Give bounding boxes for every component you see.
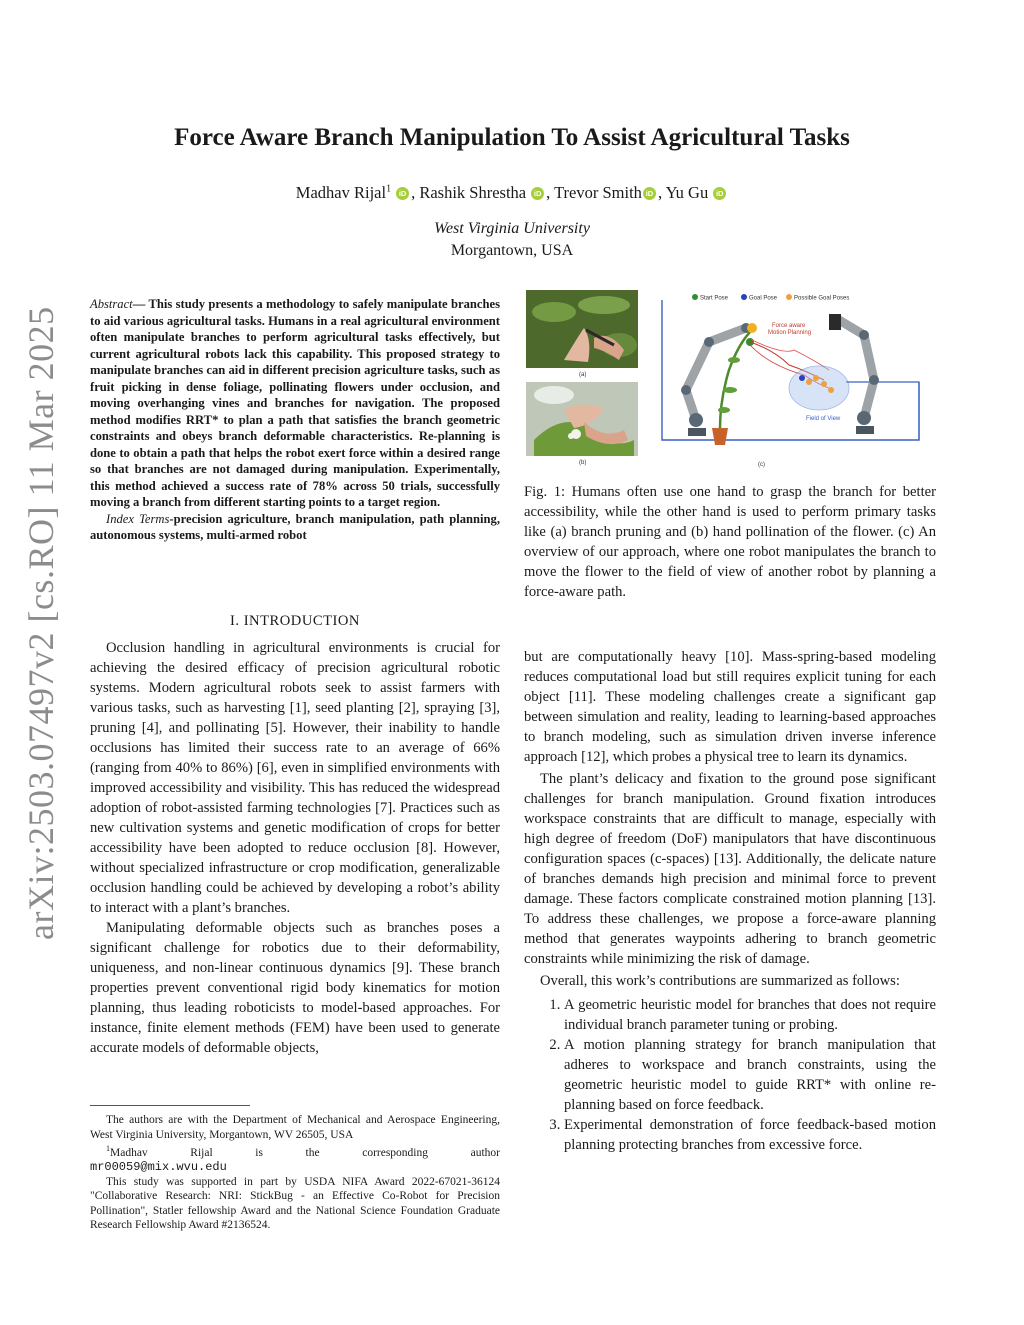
paragraph: Manipulating deformable objects such as branches poses a significant challenge for robotics due to their deformability, uniqueness, and non-linear continuous dynamics [9]. These branch properties prevent conventional rigid body kinematics for motion planning, thus leading roboticists to model-based approaches. For instance, finite element methods (FEM) have been used to generate accurate models of deformable objects, (90, 920, 500, 1056)
orcid-icon[interactable]: iD (531, 187, 544, 200)
figure-label-c: (c) (758, 462, 765, 468)
index-terms-label: Index Terms (106, 511, 170, 526)
abstract (90, 296, 500, 544)
figure-caption: Fig. 1: Humans often use one hand to grasp the branch for better accessibility, while the other hand is used to perform primary tasks like (a) branch pruning and (b) hand pollination of the flower. (c) An overview of our approach, where one robot manipulates the branch to move the flower to the field of view of another robot by planning a force-aware path. (524, 484, 936, 600)
paragraph: The plant’s delicacy and fixation to the ground pose significant challenges for branch manipulation. Ground fixation introduces workspace constraints that are difficult to manage, especially with high degree of freedom (DoF) manipulators that have discontinuous configuration spaces (c-spaces) [13]. Additionally, the delicate nature of branches demands high precision and minimal force to prevent damage. These factors complicate constrained motion planning [13]. To address these challenges, we propose a force-aware planning method that generates waypoints adhering to branch geometric constraints while minimizing the risk of damage. (524, 771, 936, 967)
footnote-affiliation: The authors are with the Department of Mechanical and Aerospace Engineering, West Virginia University, Morgantown, WV 26505, USA (90, 1114, 500, 1141)
robot-diagram (656, 290, 936, 458)
location: Morgantown, USA (450, 242, 574, 259)
planning-label: Force aware (772, 323, 806, 329)
left-column (90, 638, 500, 1058)
index-terms (90, 511, 500, 544)
author-name: Trevor Smith (554, 183, 642, 202)
section-title: I. INTRODUCTION (230, 613, 360, 629)
paragraph: but are computationally heavy [10]. Mass-spring-based modeling reduces computational load but still requires explicit tuning for each object [11]. These modeling challenges create a significant gap between simulation and reality, leading to learning-based approaches to branch modeling, such as simulation driven inverse inference approach [12], which probes a physical tree to learn its dynamics. (524, 649, 936, 765)
planning-label: Motion Planning (768, 330, 812, 336)
abstract-text: — This study presents a methodology to safely manipulate branches to aid various agricultural tasks. Humans in a real agricultural environment often manipulate branches to perform agricultural tasks effectively, but current agricultural robots lack this capability. This proposed strategy to manipulate branches can aid in different precision agriculture tasks, such as fruit picking in dense foliage, pollinating flowers under occlusion, and moving overhanging vines and branches for navigation. The proposed method modifies RRT* to plan a path that satisfies the branch geometric constraints and obeys branch deformable characteristics. Re-planning is done to obtain a path that helps the robot exert force within a desired range so that branches are not damaged during manipulation. Experimentally, this method achieved a success rate of 78% across 50 trials, successfully moving a branch from different starting points to a target region. (90, 297, 500, 509)
photo-b (526, 382, 638, 456)
orcid-icon[interactable]: iD (713, 187, 726, 200)
list-item: 1. A geometric heuristic model for branches that does not require individual branch parameter tuning or probing. (564, 995, 936, 1035)
figure-label-b: (b) (579, 460, 587, 466)
possible-goal-marker (786, 294, 792, 300)
contribution-list (524, 995, 936, 1155)
legend-goal: Goal Pose (749, 295, 778, 302)
figure-graphic (524, 290, 936, 470)
paragraph: Occlusion handling in agricultural environments is crucial for achieving the desired efficacy of precision agricultural robotic systems. Modern agricultural robots seek to assist farmers with various tasks, such as harvesting [1], seed planting [2], spraying [3], pruning [4], and pollinating [5]. However, their inability to handle occlusions has limited their success rate to an average of 66% (ranging from 40% to 86%) [6], even in simplified environments with improved accessibility and visibility. This has reduced the widespread adoption of robot-assisted farming technologies [7]. Practices such as new cultivation systems and genetic modification of crops for better accessibility have been adopted to reduce occlusion [8]. However, without specialized infrastructure or crop modification, generalizable occlusion handling could be achieved by developing a robot’s ability to interact with a plant’s branches. (90, 640, 500, 916)
legend-possible: Possible Goal Poses (794, 295, 850, 302)
figure-1 (524, 290, 936, 470)
figure-label-a: (a) (579, 372, 587, 378)
footnote-mark: 1 (106, 1144, 110, 1153)
abstract-label: Abstract (90, 297, 133, 311)
photo-a (526, 290, 638, 368)
index-terms-text: -precision agriculture, branch manipulation, path planning, autonomous systems, multi-armed robot (90, 511, 500, 542)
author-superscript: 1 (386, 183, 392, 195)
start-pose-marker (692, 294, 698, 300)
email-link[interactable]: mr00059@mix.wvu.edu (90, 1160, 227, 1175)
arxiv-identifier: arXiv:2503.07497v2 [cs.RO] 11 Mar 2025 (21, 306, 61, 940)
right-column (524, 647, 936, 1155)
list-item: 3. Experimental demonstration of force feedback-based motion planning protecting branches from excessive force. (564, 1115, 936, 1155)
footnote-rule (90, 1105, 250, 1106)
affiliation (0, 218, 1024, 262)
author-list: Madhav Rijal$^1$ iD , Rashik Shrestha iD , Trevor Smith iD , Yu Gu iD (0, 183, 1024, 203)
paper-title: Force Aware Branch Manipulation To Assist Agricultural Tasks (174, 124, 850, 151)
paragraph: Overall, this work’s contributions are summarized as follows: (540, 973, 900, 989)
university: West Virginia University (434, 220, 590, 237)
author-name: Yu Gu (665, 183, 709, 202)
footnote-corresponding: $^1$Madhav Rijal is the corresponding author (106, 1144, 500, 1159)
orcid-icon[interactable]: iD (643, 187, 656, 200)
list-item: 2. A motion planning strategy for branch manipulation that adheres to workspace and branch constraints, using the geometric heuristic model to guide RRT* with online re-planning based on force feedback. (564, 1035, 936, 1115)
legend-start: Start Pose (700, 295, 729, 302)
author-name: Rashik Shrestha (419, 183, 527, 202)
goal-pose-marker (741, 294, 747, 300)
author-name: Madhav Rijal (295, 183, 387, 202)
footnotes (90, 1113, 500, 1233)
orcid-icon[interactable]: iD (396, 187, 409, 200)
fov-label: Field of View (806, 416, 841, 422)
footnote-funding: This study was supported in part by USDA NIFA Award 2022-67021-36124 "Collaborative Research: NRI: StickBug - an Effective Co-Robot for Precision Pollination", Statler fellowship Award and the National Science Foundation Graduate Research Fellowship Award #2136524. (90, 1175, 500, 1232)
